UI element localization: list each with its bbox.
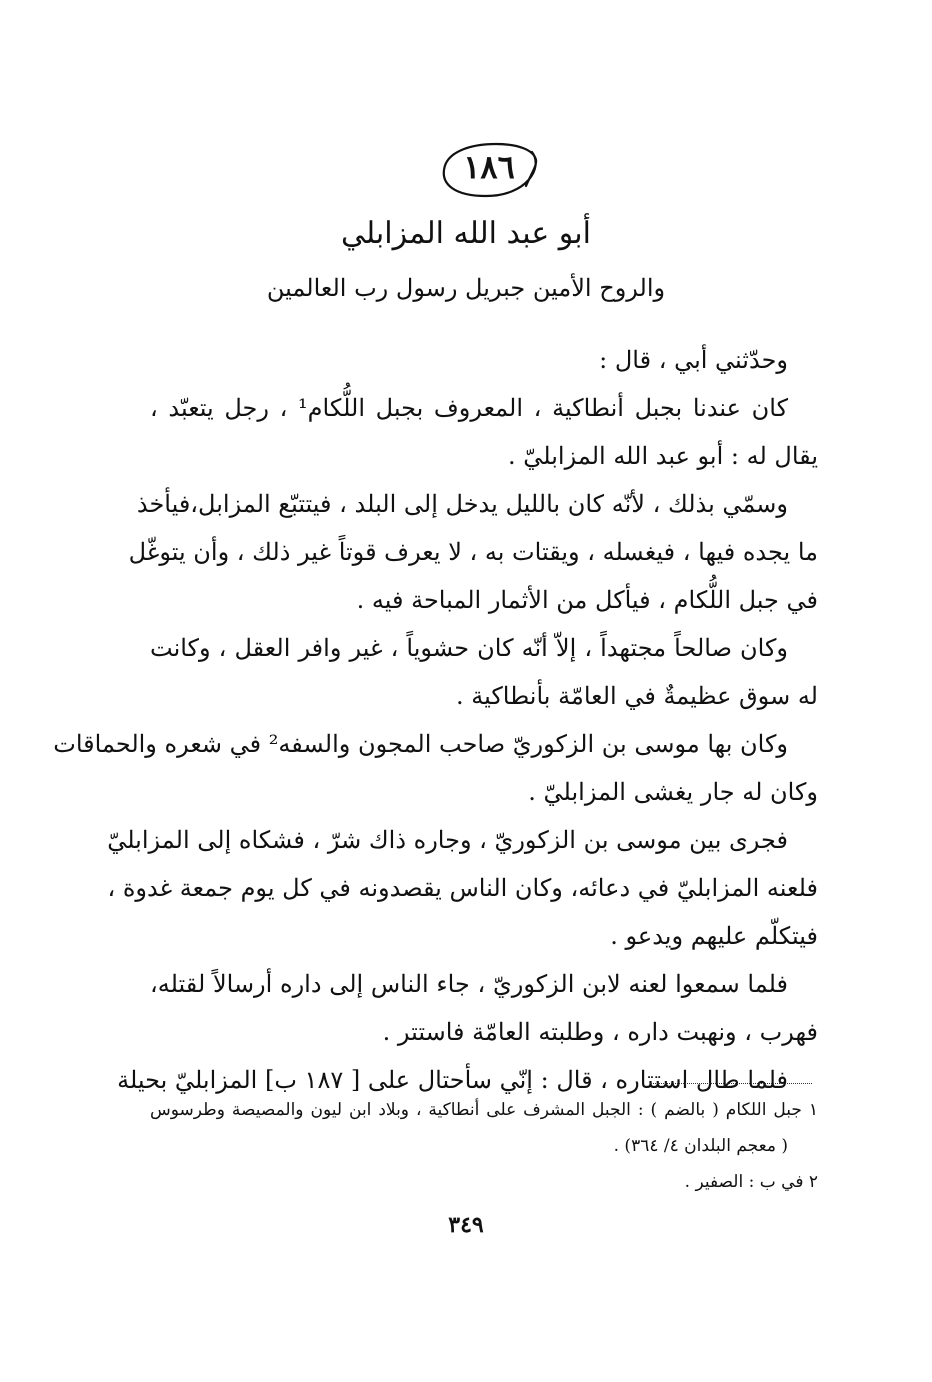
main-text	[53, 336, 818, 1104]
text-line: وكان صالحاً مجتهداً ، إلاّ أنّه كان حشوياً ، غير وافر العقل ، وكانت	[150, 634, 788, 662]
footnote-line: ١ جبل اللكام ( بالضم ) : الجبل المشرف على أنطاكية ، وبلاد ابن ليون والمصيصة وطرسوس	[150, 1100, 818, 1120]
text-line: وكان بها موسى بن الزكوريّ صاحب المجون والسفه² في شعره والحماقات	[53, 730, 788, 758]
entry-number-badge	[440, 138, 538, 202]
page-number: ٣٤٩	[448, 1212, 484, 1238]
entry-number: ١٨٦	[463, 148, 515, 186]
text-line: فيتكلّم عليهم ويدعو .	[610, 922, 818, 950]
text-line: فلما طال استتاره ، قال : إنّي سأحتال على [ ١٨٧ ب] المزابليّ بحيلة	[117, 1066, 788, 1094]
footnote-line: ٢ في ب : الصفير .	[684, 1172, 818, 1192]
entry-subtitle: والروح الأمين جبريل رسول رب العالمين	[266, 274, 666, 302]
text-line: فلما سمعوا لعنه لابن الزكوريّ ، جاء الناس إلى داره أرسالاً لقتله،	[150, 970, 788, 998]
text-line: له سوق عظيمةٌ في العامّة بأنطاكية .	[456, 682, 818, 710]
footnote-line: ( معجم البلدان ٤/ ٣٦٤) .	[613, 1136, 788, 1156]
entry-title: أبو عبد الله المزابلي	[341, 216, 591, 251]
text-line: فجرى بين موسى بن الزكوريّ ، وجاره ذاك شرّ ، فشكاه إلى المزابليّ	[107, 826, 788, 854]
text-line: في جبل اللُّكام ، فيأكل من الأثمار المباحة فيه .	[356, 586, 818, 614]
text-line: فهرب ، ونهبت داره ، وطلبته العامّة فاستتر .	[382, 1018, 818, 1046]
text-line: كان عندنا بجبل أنطاكية ، المعروف بجبل اللُّكام¹ ، رجل يتعبّد ،	[150, 394, 788, 422]
text-line: يقال له : أبو عبد الله المزابليّ .	[508, 442, 818, 470]
text-line: وسمّي بذلك ، لأنّه كان بالليل يدخل إلى البلد ، فيتتبّع المزابل،فيأخذ	[136, 490, 788, 518]
footnote-divider	[650, 1083, 812, 1084]
footnotes	[150, 1092, 818, 1200]
text-line: وكان له جار يغشى المزابليّ .	[528, 778, 818, 806]
text-line: وحدّثني أبي ، قال :	[599, 346, 788, 374]
text-line: فلعنه المزابليّ في دعائه، وكان الناس يقصدونه في كل يوم جمعة غدوة ،	[107, 874, 818, 902]
text-line: ما يجده فيها ، فيغسله ، ويقتات به ، لا يعرف قوتاً غير ذلك ، وأن يتوغّل	[128, 538, 818, 566]
